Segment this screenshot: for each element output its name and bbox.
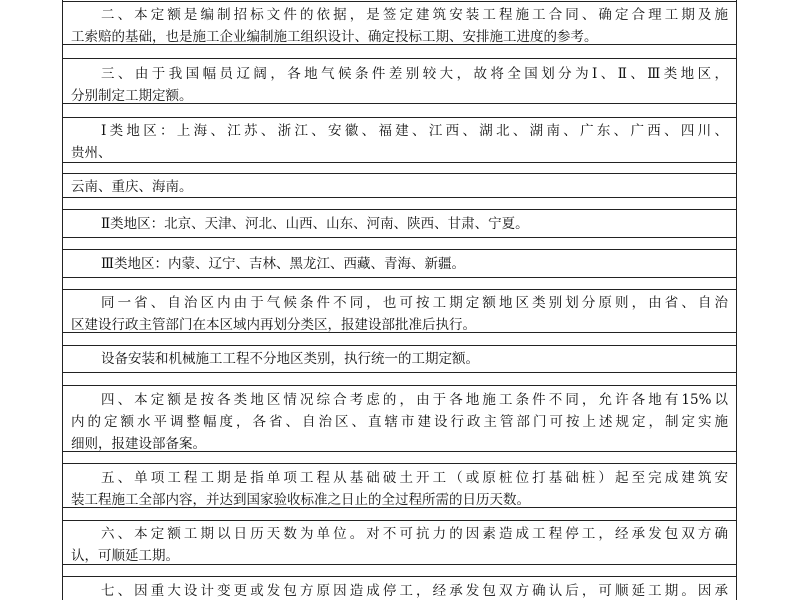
- table-rule: [63, 463, 736, 464]
- province-subdivision-cell: [63, 292, 736, 336]
- paragraph-line: Ⅱ类地区：北京、天津、河北、山西、山东、河南、陕西、甘肃、宁夏。: [101, 216, 529, 232]
- equipment-install-cell: [63, 348, 736, 370]
- paragraph-line: 七、因重大设计变更或发包方原因造成停工，经承发包双方确认后，可顺延工期。因承: [101, 583, 728, 599]
- region-1-cell: [63, 120, 736, 164]
- paragraph-line: 四、本定额是按各类地区情况综合考虑的，由于各地施工条件不同，允许各地有15%以: [101, 392, 728, 408]
- table-rule: [63, 103, 736, 104]
- paragraph-line: Ⅲ类地区：内蒙、辽宁、吉林、黑龙江、西藏、青海、新疆。: [101, 256, 466, 272]
- paragraph-line: 云南、重庆、海南。: [71, 179, 193, 195]
- table-rule: [63, 277, 736, 278]
- paragraph-line: Ⅰ类地区：上海、江苏、浙江、安徽、福建、江西、湖北、湖南、广东、广西、四川、: [101, 123, 728, 139]
- paragraph-2-cell: [63, 4, 736, 48]
- paragraph-line: 认，可顺延工期。: [71, 548, 179, 564]
- table-rule: [63, 385, 736, 386]
- region-1-continued-cell: [63, 176, 736, 198]
- table-rule: [63, 173, 736, 174]
- table-rule: [63, 451, 736, 452]
- paragraph-line: 内的定额水平调整幅度，各省、自治区、直辖市建设行政主管部门可按上述规定，制定实施: [71, 414, 728, 430]
- table-rule: [63, 249, 736, 250]
- document-table: [62, 0, 737, 600]
- paragraph-line: 工索赔的基础，也是施工企业编制施工组织设计、确定投标工期、安排施工进度的参考。: [71, 29, 598, 45]
- paragraph-5-cell: [63, 467, 736, 511]
- region-3-cell: [63, 253, 736, 275]
- table-rule: [63, 332, 736, 333]
- paragraph-line: 分别制定工期定额。: [71, 88, 193, 104]
- paragraph-line: 六、本定额工期以日历天数为单位。对不可抗力的因素造成工程停工，经承发包双方确: [101, 526, 728, 542]
- table-rule: [63, 197, 736, 198]
- table-rule: [63, 44, 736, 45]
- paragraph-3-cell: [63, 63, 736, 107]
- paragraph-line: 三、由于我国幅员辽阔，各地气候条件差别较大，故将全国划分为Ⅰ、Ⅱ、Ⅲ类地区，: [101, 66, 728, 82]
- paragraph-7-cell: [63, 580, 736, 602]
- table-rule: [63, 372, 736, 373]
- table-rule: [63, 345, 736, 346]
- paragraph-6-cell: [63, 523, 736, 567]
- table-rule: [63, 1, 736, 2]
- table-rule: [63, 289, 736, 290]
- table-rule: [63, 507, 736, 508]
- table-rule: [63, 209, 736, 210]
- paragraph-4-cell: [63, 389, 736, 455]
- paragraph-line: 细则，报建设部备案。: [71, 436, 206, 452]
- table-rule: [63, 58, 736, 59]
- table-rule: [63, 576, 736, 577]
- table-rule: [63, 117, 736, 118]
- paragraph-line: 贵州、: [71, 145, 112, 161]
- paragraph-line: 同一省、自治区内由于气候条件不同，也可按工期定额地区类别划分原则，由省、自治: [101, 295, 728, 311]
- paragraph-line: 区建设行政主管部门在本区域内再划分类区，报建设部批准后执行。: [71, 317, 476, 333]
- paragraph-line: 二、本定额是编制招标文件的依据，是签定建筑安装工程施工合同、确定合理工期及施: [101, 7, 728, 23]
- region-2-cell: [63, 213, 736, 235]
- paragraph-line: 装工程施工全部内容，并达到国家验收标准之日止的全过程所需的日历天数。: [71, 492, 530, 508]
- table-rule: [63, 162, 736, 163]
- table-rule: [63, 564, 736, 565]
- table-rule: [63, 237, 736, 238]
- paragraph-line: 五、单项工程工期是指单项工程从基础破土开工（或原桩位打基础桩）起至完成建筑安: [101, 470, 728, 486]
- table-rule: [63, 520, 736, 521]
- paragraph-line: 设备安装和机械施工工程不分地区类别，执行统一的工期定额。: [101, 351, 479, 367]
